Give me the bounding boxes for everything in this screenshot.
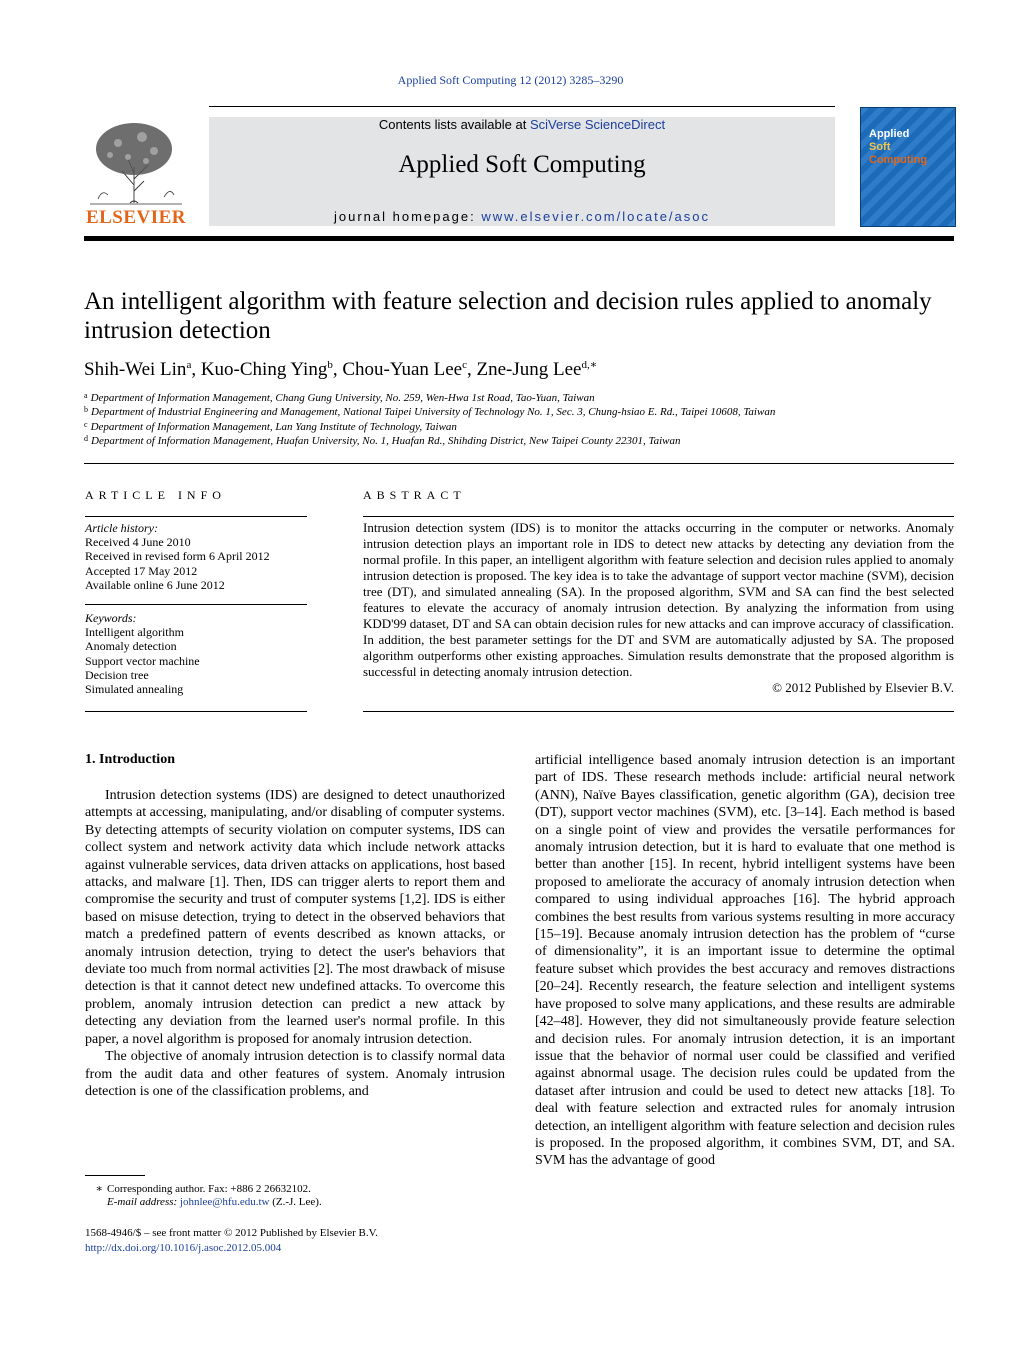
homepage-link[interactable]: www.elsevier.com/locate/asoc	[481, 209, 710, 224]
keyword: Decision tree	[85, 668, 149, 682]
affiliation-mark: b	[84, 405, 88, 414]
footnote-star: ∗	[95, 1183, 103, 1195]
cover-title-line1: Applied	[869, 128, 910, 140]
affiliation	[84, 405, 775, 418]
author-name[interactable]: Zne-Jung Lee	[476, 359, 582, 380]
history-revised: Received in revised form 6 April 2012	[85, 549, 270, 563]
affiliation-text: Department of Information Management, Chang Gung University, No. 259, Wen-Hwa 1st Road, Tao-Yuan, Taiwan	[90, 392, 595, 404]
affiliation	[84, 391, 595, 404]
author-name[interactable]: Shih-Wei Lin	[84, 359, 187, 380]
keyword: Simulated annealing	[85, 682, 184, 696]
body-column-right	[535, 752, 955, 1170]
body-paragraph: artificial intelligence based anomaly intrusion detection is an important part of IDS. These research methods include: artificial neural network (ANN), Naïve Bayes classification, genetic algorithm (GA), decision tree (DT), support vector machines (SVM), etc. [3–14]. Each method is based on a single point of view and provides the versatile performances for anomaly intrusion detection, but it is hard to evaluate that one method is better than another [15]. In recent, hybrid intelligent systems have been proposed to ameliorate the accuracy of anomaly intrusion detection when compared to using individual approaches [16]. The hybrid approach combines the best results from various systems resulting in more accuracy [15–19]. Because anomaly intrusion detection has the problem of “curse of dimensionality”, it is an important issue to determine the optimal feature subset which provides the best accuracy and removes distractions [20–24]. Recently research, the feature selection and intelligent systems have proposed to solve many applications, and these results are admirable [42–48]. However, they did not simultaneously provide feature selection and decision rules. For anomaly intrusion detection, it is an important issue that the behavior of normal user could be classified and verified against abnormal usage. The decision rules could be updated from the dataset after intrusion and could be used to detect new attacks [18]. To deal with feature selection and extracted rules for anomaly intrusion detection, an intelligent algorithm with feature selection and decision rules is proposed. In the proposed algorithm, it combines SVM, DT, and SA. SVM has the advantage of good	[535, 753, 955, 1169]
abstract-text: Intrusion detection system (IDS) is to monitor the attacks occurring in the computer or networks. Anomaly intrusion detection plays an important role in IDS to detect new attacks by detecting any deviation from the normal profile. In this paper, an intelligent algorithm with feature selection and decision rules applied to anomaly intrusion detection is proposed. The key idea is to take the advantage of support vector machine (SVM), decision tree (DT), and simulated annealing (SA). In the proposed algorithm, SVM and SA can find the best selected features to elevate the accuracy of anomaly intrusion detection. By analyzing the information from using KDD'99 dataset, DT and SA can obtain decision rules for new attacks and can improve accuracy of classification. In addition, the best parameter settings for the DT and SVM are automatically adjusted by SA. The proposed algorithm outperforms other existing approaches. Simulation results demonstrate that the proposed algorithm is successful in detecting anomaly intrusion detection.	[363, 520, 954, 679]
abstract-rule	[363, 516, 954, 517]
email-note	[85, 1196, 322, 1208]
author-separator: ,	[191, 359, 201, 380]
contents-availability	[209, 117, 835, 132]
corresponding-author-text: Corresponding author. Fax: +886 2 26632102.	[107, 1183, 311, 1195]
author-affil-mark[interactable]: b	[327, 359, 333, 371]
article-info-bottom-rule	[85, 711, 307, 712]
history-accepted: Accepted 17 May 2012	[85, 564, 198, 578]
author-affil-mark[interactable]: c	[462, 359, 467, 371]
journal-name: Applied Soft Computing	[398, 151, 646, 178]
keyword: Intelligent algorithm	[85, 625, 184, 639]
cover-title-line3: Computing	[869, 154, 928, 166]
article-info-rule	[85, 516, 307, 517]
keyword: Support vector machine	[85, 654, 200, 668]
keywords-rule	[85, 604, 307, 605]
sciencedirect-link[interactable]: SciVerse ScienceDirect	[529, 117, 666, 132]
paper-title: An intelligent algorithm with feature selection and decision rules applied to anomaly intrusion detection	[84, 288, 932, 344]
abstract-copyright: © 2012 Published by Elsevier B.V.	[772, 680, 954, 695]
journal-homepage	[209, 209, 835, 224]
affiliation-text: Department of Information Management, Lan Yang Institute of Technology, Taiwan	[90, 421, 457, 433]
email-label: E-mail address:	[107, 1196, 178, 1208]
cover-title-line2: Soft	[869, 141, 891, 153]
body-paragraph: Intrusion detection systems (IDS) are designed to detect unauthorized attempts at accessing, manipulating, and/or disabling of computer systems. By detecting attempts of security violation on computer systems, IDS can collect system and network activity data which include network attacks against vulnerable services, data driven attacks on applications, host based attacks, and malware [1]. Then, IDS can trigger alerts to report them and compromise the security and trust of computer systems [1,2]. IDS is either based on misuse detection, trying to detect in the observed behaviors that match a predefined pattern of events described as known attacks, or anomaly intrusion detection, trying to detect the user's behaviors that deviate too much from normal activities [2]. The most drawback of misuse detection is that it cannot detect new undefined attacks. To overcome this problem, anomaly intrusion detection can predict a new attack by detecting any deviation from the learned user's normal profile. In this paper, a novel algorithm is proposed for anomaly intrusion detection.	[85, 788, 505, 1047]
history-received: Received 4 June 2010	[85, 535, 191, 549]
affiliation-text: Department of Industrial Engineering and Management, National Taipei University of Technology No. 1, Sec. 3, Chung-hsiao E. Rd., Taipei 10608, Taiwan	[91, 406, 776, 418]
footnote-rule	[85, 1175, 145, 1176]
elsevier-wordmark: ELSEVIER	[85, 207, 187, 228]
history-online: Available online 6 June 2012	[85, 578, 225, 592]
journal-citation[interactable]: Applied Soft Computing 12 (2012) 3285–3290	[397, 73, 624, 87]
author-affil-mark[interactable]: a	[186, 359, 192, 371]
keywords-label: Keywords:	[85, 611, 137, 625]
affiliation-text: Department of Information Management, Huafan University, No. 1, Huafan Rd., Shihding District, New Taipei County 22301, Taiwan	[91, 435, 681, 447]
email-link[interactable]: johnlee@hfu.edu.tw	[179, 1196, 270, 1208]
journal-cover-thumbnail[interactable]	[860, 107, 956, 227]
keyword: Anomaly detection	[85, 639, 177, 653]
author-name[interactable]: Chou-Yuan Lee	[342, 359, 463, 380]
abstract-bottom-rule	[363, 711, 954, 712]
author-affil-mark[interactable]: d,∗	[581, 359, 598, 371]
homepage-prefix: journal homepage:	[334, 209, 482, 224]
issn-line: 1568-4946/$ – see front matter © 2012 Published by Elsevier B.V.	[85, 1227, 378, 1239]
history-label: Article history:	[85, 521, 158, 535]
corresponding-author-note	[85, 1182, 311, 1195]
doi-link[interactable]: http://dx.doi.org/10.1016/j.asoc.2012.05.004	[85, 1242, 282, 1254]
section-heading-introduction: 1. Introduction	[85, 752, 175, 767]
affiliation	[84, 434, 681, 447]
author-list	[84, 358, 597, 381]
abstract-heading: ABSTRACT	[363, 488, 466, 502]
article-info-heading: ARTICLE INFO	[85, 488, 226, 502]
author-name[interactable]: Kuo-Ching Ying	[200, 359, 328, 380]
header-thick-rule	[84, 236, 954, 241]
affiliation-rule	[84, 463, 954, 464]
contents-prefix: Contents lists available at	[378, 117, 530, 132]
header-top-rule	[209, 106, 835, 107]
affiliation	[84, 420, 457, 433]
email-suffix: (Z.-J. Lee).	[269, 1196, 322, 1208]
affiliation-mark: d	[84, 434, 88, 443]
author-separator: ,	[332, 359, 343, 380]
body-column-left	[85, 787, 505, 1100]
affiliation-mark: a	[84, 391, 88, 400]
author-separator: ,	[467, 359, 477, 380]
body-paragraph: The objective of anomaly intrusion detection is to classify normal data from the audit data and other features of system. Anomaly intrusion detection is one of the classification problems, and	[85, 1049, 505, 1099]
affiliation-mark: c	[84, 420, 88, 429]
